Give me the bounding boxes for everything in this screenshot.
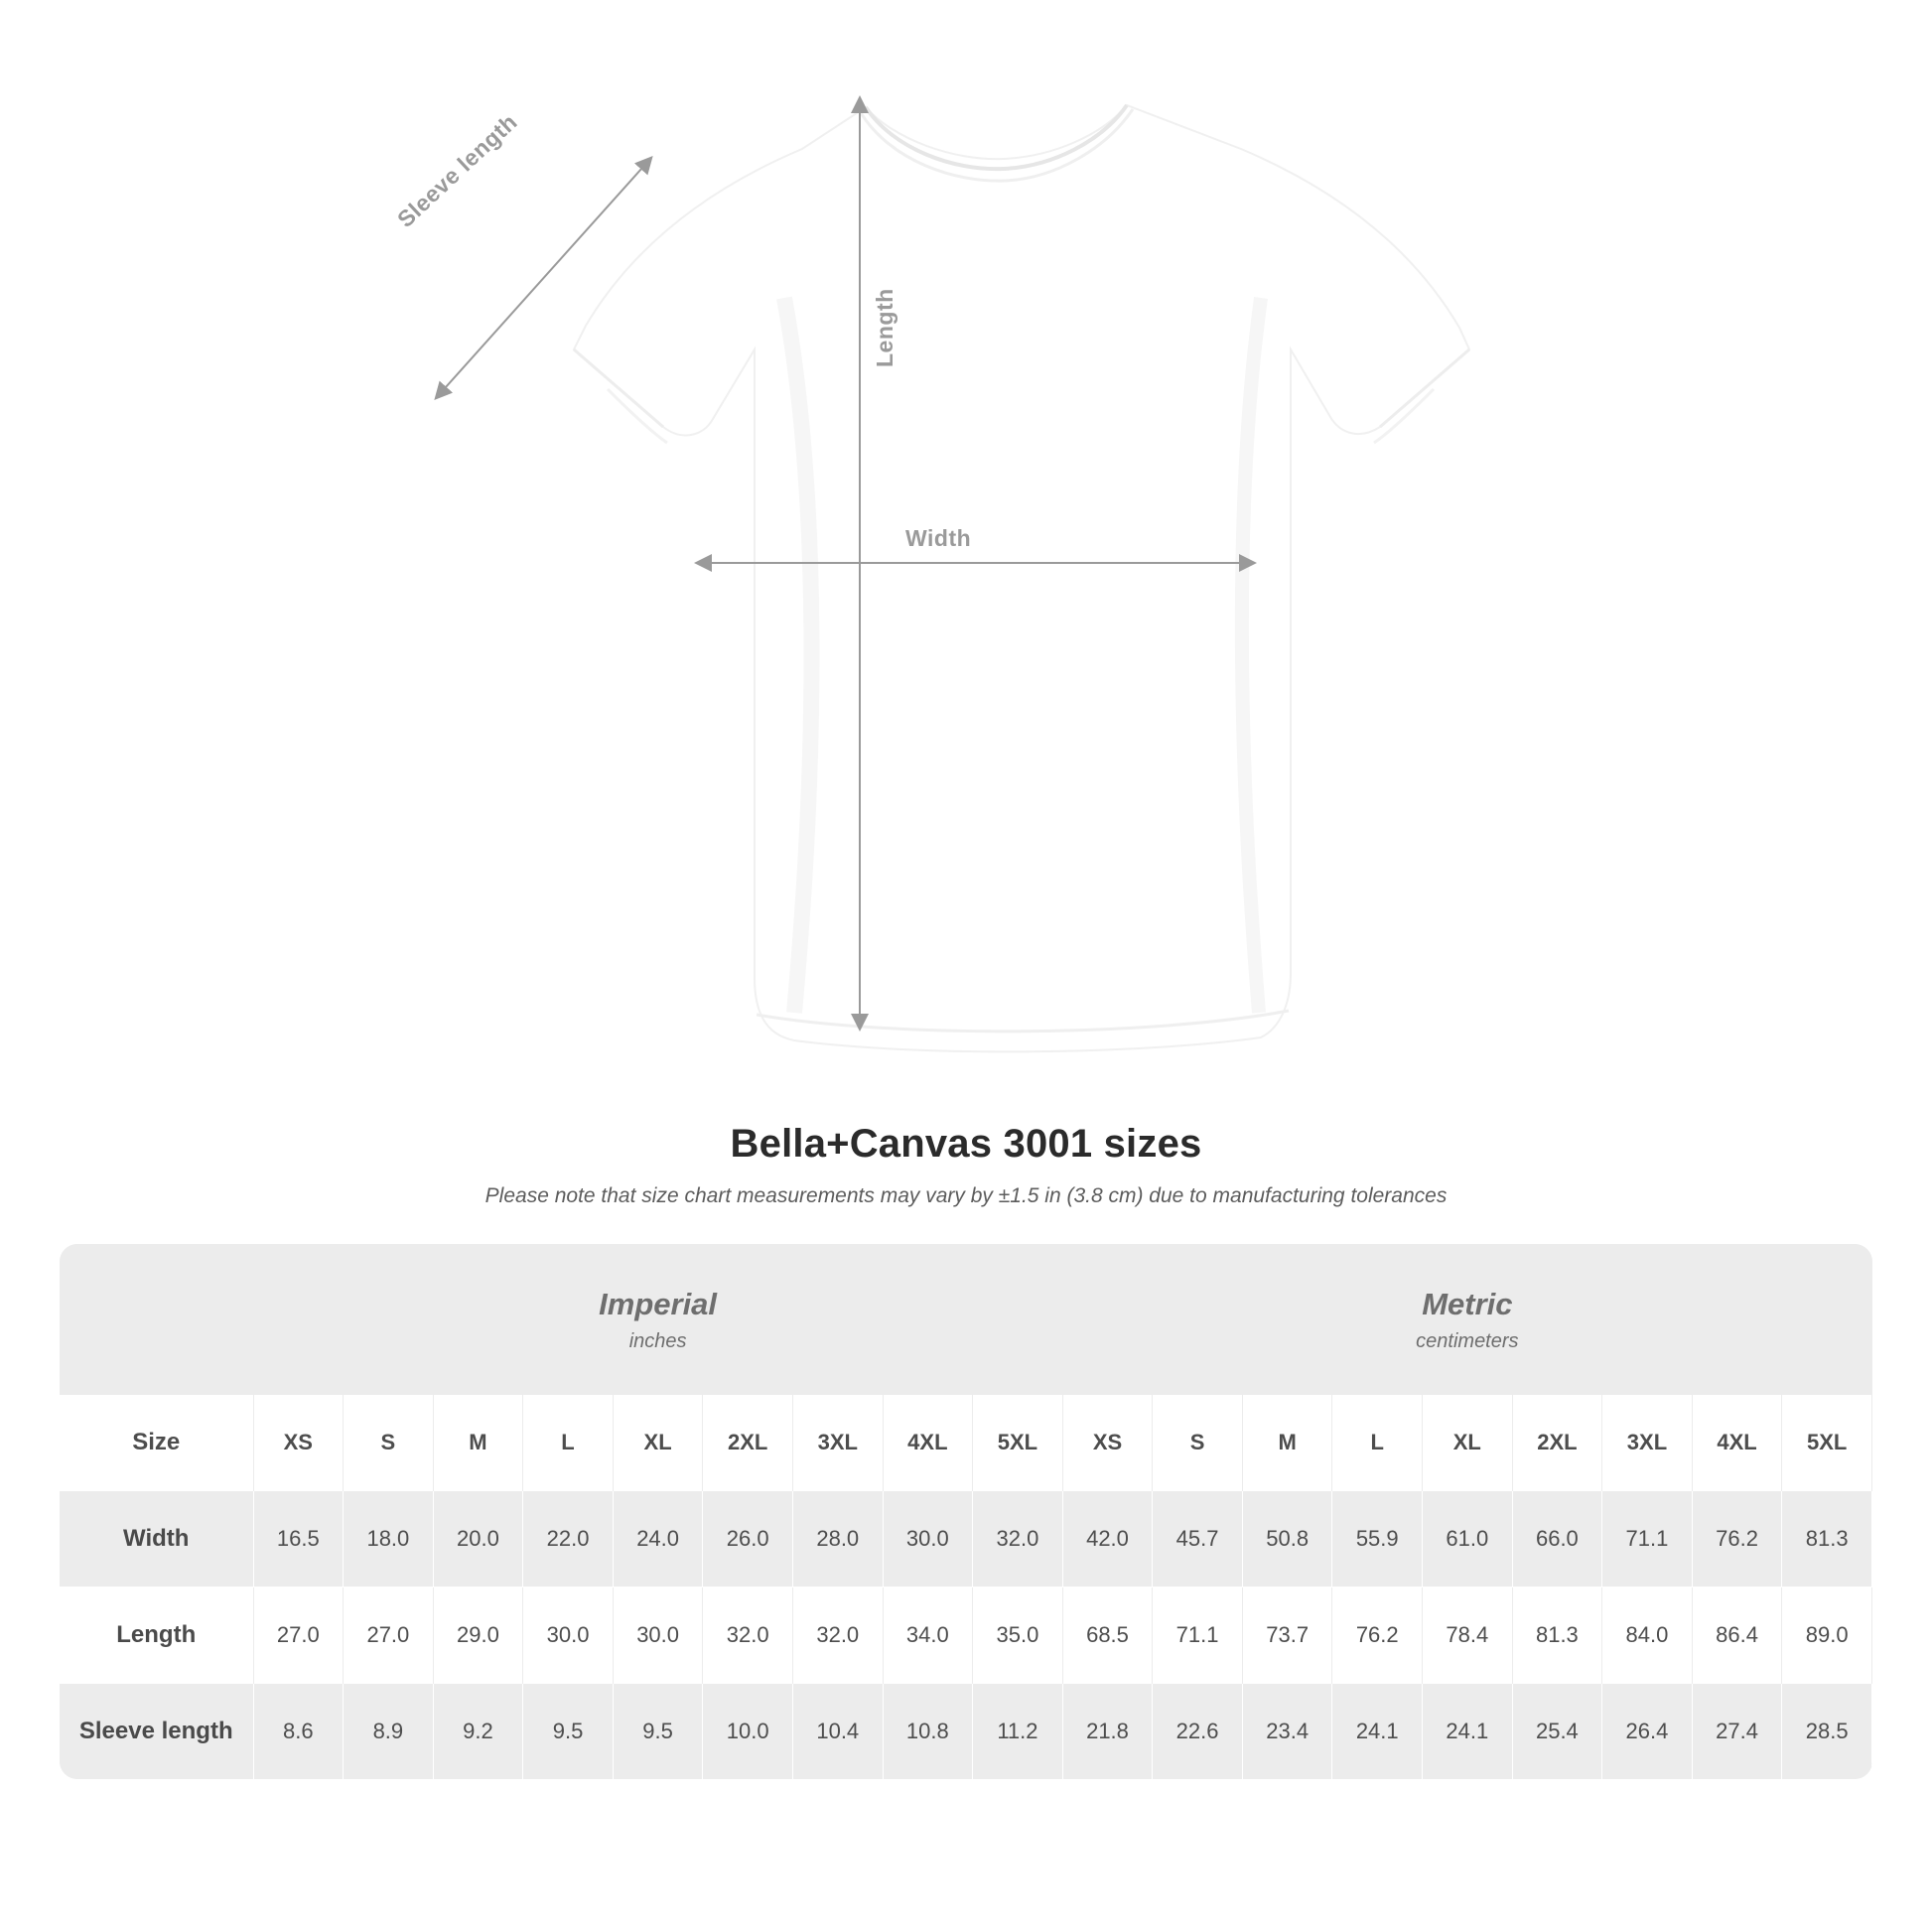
cell-width-metric-xs: 42.0 [1062,1491,1153,1587]
cell-length-imperial-3xl: 32.0 [792,1587,883,1684]
cell-sleeve-metric-4xl: 27.4 [1692,1684,1782,1780]
size-header-imperial-4xl: 4XL [883,1395,973,1491]
cell-length-metric-5xl: 89.0 [1782,1587,1872,1684]
cell-length-metric-l: 76.2 [1332,1587,1423,1684]
size-header-metric-5xl: 5XL [1782,1395,1872,1491]
size-header-metric-s: S [1153,1395,1243,1491]
cell-sleeve-imperial-4xl: 10.8 [883,1684,973,1780]
cell-length-metric-s: 71.1 [1153,1587,1243,1684]
cell-length-metric-xs: 68.5 [1062,1587,1153,1684]
cell-sleeve-metric-m: 23.4 [1242,1684,1332,1780]
cell-sleeve-imperial-m: 9.2 [433,1684,523,1780]
cell-sleeve-metric-2xl: 25.4 [1512,1684,1602,1780]
cell-width-metric-s: 45.7 [1153,1491,1243,1587]
cell-sleeve-imperial-3xl: 10.4 [792,1684,883,1780]
tshirt-shape [574,105,1469,1051]
cell-length-imperial-5xl: 35.0 [973,1587,1063,1684]
unit-header-metric [1062,1244,1871,1395]
cell-sleeve-imperial-xs: 8.6 [253,1684,344,1780]
unit-imperial-sub: inches [628,1329,687,1352]
cell-length-imperial-s: 27.0 [344,1587,434,1684]
size-header-metric-2xl: 2XL [1512,1395,1602,1491]
cell-length-imperial-xl: 30.0 [613,1587,703,1684]
row-label-width: Width [60,1491,253,1587]
cell-length-metric-m: 73.7 [1242,1587,1332,1684]
cell-width-imperial-2xl: 26.0 [703,1491,793,1587]
cell-length-imperial-2xl: 32.0 [703,1587,793,1684]
cell-width-metric-3xl: 71.1 [1602,1491,1693,1587]
length-label: Length [872,288,897,367]
size-header-imperial-m: M [433,1395,523,1491]
size-header-imperial-5xl: 5XL [973,1395,1063,1491]
size-header-imperial-3xl: 3XL [792,1395,883,1491]
cell-width-imperial-4xl: 30.0 [883,1491,973,1587]
size-header-metric-4xl: 4XL [1692,1395,1782,1491]
unit-imperial-name: Imperial [599,1286,718,1321]
cell-width-imperial-5xl: 32.0 [973,1491,1063,1587]
size-header-imperial-2xl: 2XL [703,1395,793,1491]
cell-sleeve-imperial-s: 8.9 [344,1684,434,1780]
cell-width-metric-m: 50.8 [1242,1491,1332,1587]
unit-metric-sub: centimeters [1416,1329,1519,1352]
cell-width-imperial-l: 22.0 [523,1491,614,1587]
size-table [60,1244,1872,1779]
cell-sleeve-metric-s: 22.6 [1153,1684,1243,1780]
cell-width-imperial-3xl: 28.0 [792,1491,883,1587]
sleeve-length-label: Sleeve length [392,108,522,233]
cell-width-metric-4xl: 76.2 [1692,1491,1782,1587]
heading-block [0,1122,1932,1208]
table-row [60,1587,1872,1684]
size-header-row [60,1395,1872,1491]
size-table-wrapper [60,1244,1872,1779]
cell-length-imperial-xs: 27.0 [253,1587,344,1684]
cell-width-metric-2xl: 66.0 [1512,1491,1602,1587]
cell-width-imperial-xl: 24.0 [613,1491,703,1587]
size-header-metric-xl: XL [1423,1395,1513,1491]
unit-header-spacer [60,1244,253,1395]
size-header-label: Size [60,1395,253,1491]
table-row [60,1684,1872,1780]
cell-sleeve-imperial-5xl: 11.2 [973,1684,1063,1780]
size-header-imperial-l: L [523,1395,614,1491]
cell-sleeve-metric-xl: 24.1 [1423,1684,1513,1780]
tolerance-note: Please note that size chart measurements may vary by ±1.5 in (3.8 cm) due to manufacturing tolerances [484,1184,1448,1207]
size-header-imperial-s: S [344,1395,434,1491]
cell-width-imperial-m: 20.0 [433,1491,523,1587]
cell-width-metric-xl: 61.0 [1423,1491,1513,1587]
size-header-metric-m: M [1242,1395,1332,1491]
size-header-metric-3xl: 3XL [1602,1395,1693,1491]
size-header-imperial-xl: XL [613,1395,703,1491]
row-label-sleeve-length: Sleeve length [60,1684,253,1780]
cell-length-imperial-4xl: 34.0 [883,1587,973,1684]
cell-width-metric-l: 55.9 [1332,1491,1423,1587]
table-row [60,1491,1872,1587]
cell-sleeve-metric-xs: 21.8 [1062,1684,1153,1780]
cell-sleeve-imperial-xl: 9.5 [613,1684,703,1780]
cell-width-imperial-s: 18.0 [344,1491,434,1587]
cell-sleeve-imperial-2xl: 10.0 [703,1684,793,1780]
cell-length-metric-4xl: 86.4 [1692,1587,1782,1684]
row-label-length: Length [60,1587,253,1684]
cell-sleeve-metric-3xl: 26.4 [1602,1684,1693,1780]
unit-header-imperial [253,1244,1062,1395]
width-label: Width [905,525,972,551]
cell-length-metric-3xl: 84.0 [1602,1587,1693,1684]
cell-sleeve-imperial-l: 9.5 [523,1684,614,1780]
cell-sleeve-metric-l: 24.1 [1332,1684,1423,1780]
unit-header-row [60,1244,1872,1395]
cell-length-metric-2xl: 81.3 [1512,1587,1602,1684]
cell-length-imperial-l: 30.0 [523,1587,614,1684]
page-title: Bella+Canvas 3001 sizes [730,1122,1202,1166]
size-header-metric-xs: XS [1062,1395,1153,1491]
cell-length-imperial-m: 29.0 [433,1587,523,1684]
cell-width-imperial-xs: 16.5 [253,1491,344,1587]
cell-sleeve-metric-5xl: 28.5 [1782,1684,1872,1780]
size-header-imperial-xs: XS [253,1395,344,1491]
cell-width-metric-5xl: 81.3 [1782,1491,1872,1587]
cell-length-metric-xl: 78.4 [1423,1587,1513,1684]
unit-metric-name: Metric [1422,1286,1513,1321]
size-header-metric-l: L [1332,1395,1423,1491]
